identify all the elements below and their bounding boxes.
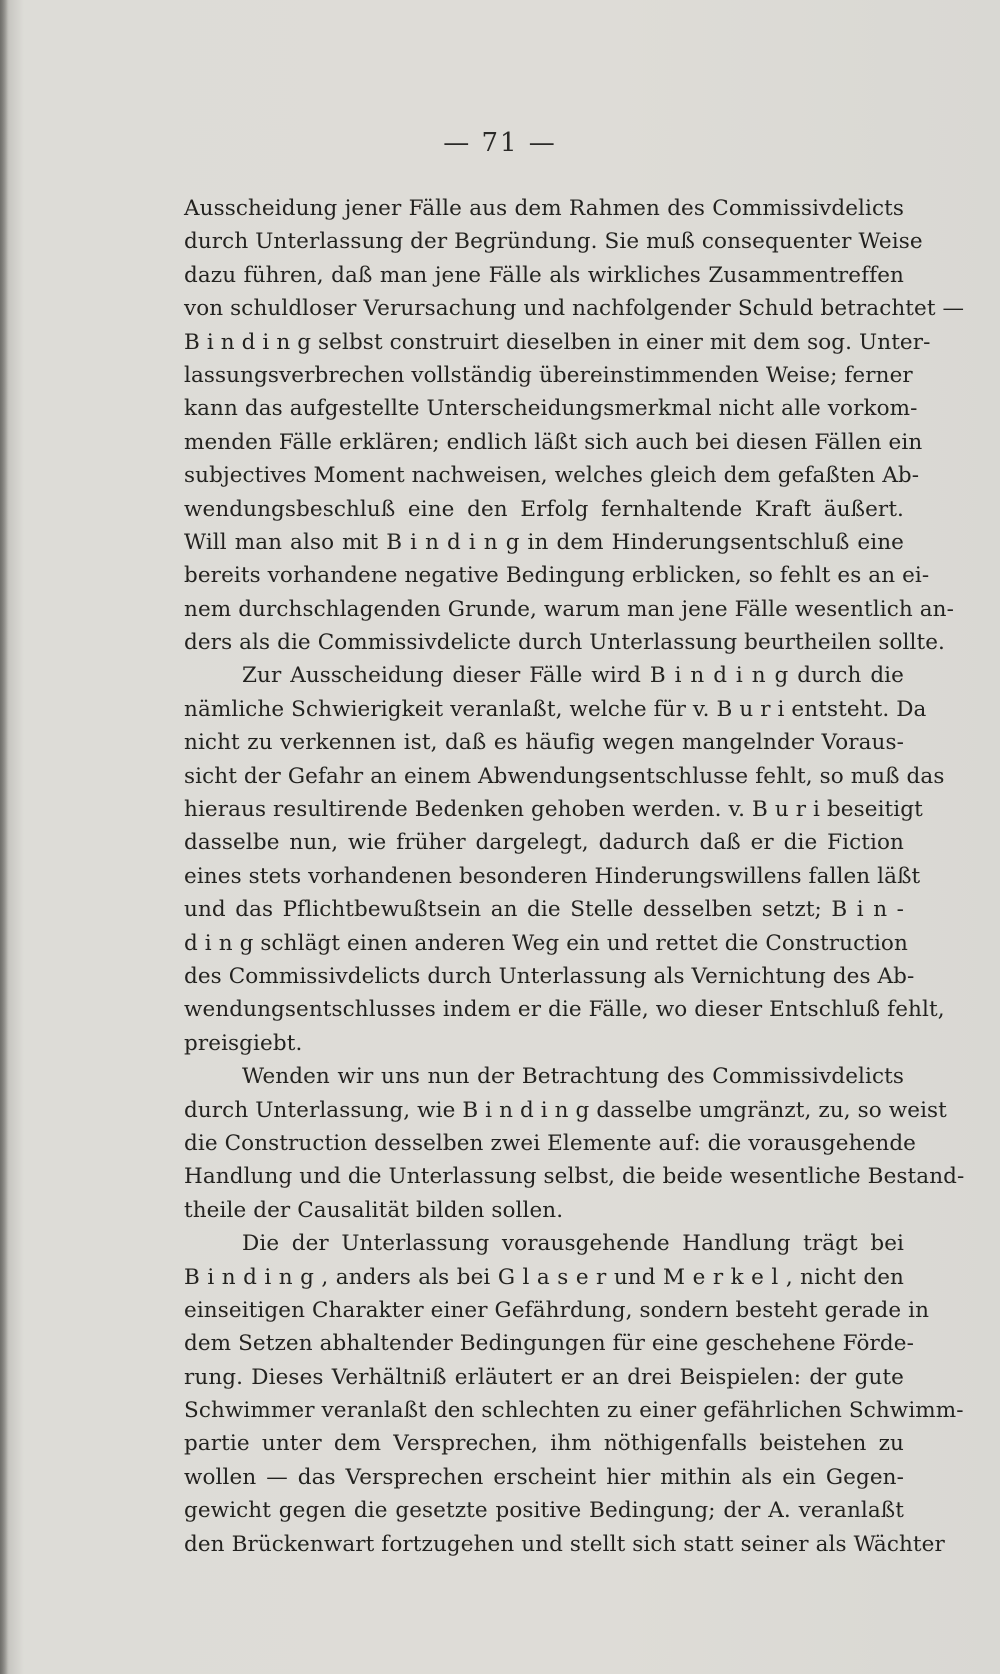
text-line: kann das aufgestellte Unterscheidungsmerkmal nicht alle vorkom- <box>184 396 918 422</box>
text-line: B i n d i n g , anders als bei G l a s e r und M e r k e l , nicht den <box>184 1264 904 1290</box>
text-line: dasselbe nun, wie früher dargelegt, dadurch daß er die Fiction <box>184 830 904 856</box>
text-line: theile der Causalität bilden sollen. <box>184 1197 564 1223</box>
text-line: dazu führen, daß man jene Fälle als wirkliches Zusammentreffen <box>184 262 904 288</box>
text-line: partie unter dem Versprechen, ihm nöthigenfalls beistehen zu <box>184 1431 904 1457</box>
text-line: lassungsverbrechen vollständig übereinstimmenden Weise; ferner <box>184 362 913 388</box>
text-line: d i n g schlägt einen anderen Weg ein und rettet die Construction <box>184 930 908 956</box>
text-line: nicht zu verkennen ist, daß es häufig wegen mangelnder Voraus- <box>184 730 904 756</box>
text-line: wollen — das Versprechen erscheint hier mithin als ein Gegen- <box>184 1464 904 1490</box>
text-line: den Brückenwart fortzugehen und stellt sich statt seiner als Wächter <box>184 1531 945 1557</box>
text-line: einseitigen Charakter einer Gefährdung, sondern besteht gerade in <box>184 1297 930 1323</box>
text-line: wendungsbeschluß eine den Erfolg fernhaltende Kraft äußert. <box>184 496 904 522</box>
text-line: Will man also mit B i n d i n g in dem Hinderungsentschluß eine <box>184 529 904 555</box>
text-line: nem durchschlagenden Grunde, warum man jene Fälle wesentlich an- <box>184 596 954 622</box>
text-line: dem Setzen abhaltender Bedingungen für eine geschehene Förde- <box>184 1331 914 1357</box>
text-line: Handlung und die Unterlassung selbst, die beide wesentliche Bestand- <box>184 1164 965 1190</box>
body-text <box>184 192 965 1561</box>
text-line: nämliche Schwierigkeit veranlaßt, welche für v. B u r i entsteht. Da <box>184 696 927 722</box>
text-line: B i n d i n g selbst construirt dieselben in einer mit dem sog. Unter- <box>184 329 931 355</box>
text-line: von schuldloser Verursachung und nachfolgender Schuld betrachtet — <box>184 296 965 322</box>
gutter-shadow <box>0 0 8 1674</box>
text-line: wendungsentschlusses indem er die Fälle, wo dieser Entschluß fehlt, <box>184 997 945 1023</box>
text-line: hieraus resultirende Bedenken gehoben werden. v. B u r i beseitigt <box>184 797 923 823</box>
text-line: Ausscheidung jener Fälle aus dem Rahmen des Commissivdelicts <box>184 196 904 221</box>
text-line: menden Fälle erklären; endlich läßt sich auch bei diesen Fällen ein <box>184 429 923 455</box>
page-number: — 71 — <box>443 128 557 158</box>
text-line: Die der Unterlassung vorausgehende Handlung trägt bei <box>242 1231 904 1257</box>
text-line: ders als die Commissivdelicte durch Unterlassung beurtheilen sollte. <box>184 630 945 656</box>
text-line: preisgiebt. <box>184 1030 303 1056</box>
text-line: die Construction desselben zwei Elemente auf: die vorausgehende <box>184 1130 917 1156</box>
text-line: bereits vorhandene negative Bedingung erblicken, so fehlt es an ei- <box>184 563 930 589</box>
text-line: subjectives Moment nachweisen, welches gleich dem gefaßten Ab- <box>184 463 920 489</box>
text-line: und das Pflichtbewußtsein an die Stelle desselben setzt; B i n - <box>184 897 904 923</box>
text-line: Wenden wir uns nun der Betrachtung des Commissivdelicts <box>242 1064 904 1090</box>
text-line: des Commissivdelicts durch Unterlassung als Vernichtung des Ab- <box>184 963 915 989</box>
text-line: gewicht gegen die gesetzte positive Bedingung; der A. veranlaßt <box>184 1498 904 1524</box>
text-line: durch Unterlassung der Begründung. Sie muß consequenter Weise <box>184 229 923 255</box>
text-line: Zur Ausscheidung dieser Fälle wird B i n d i n g durch die <box>242 663 904 689</box>
text-line: eines stets vorhandenen besonderen Hinderungswillens fallen läßt <box>184 863 921 889</box>
text-line: rung. Dieses Verhältniß erläutert er an drei Beispielen: der gute <box>184 1364 904 1390</box>
text-line: Schwimmer veranlaßt den schlechten zu einer gefährlichen Schwimm- <box>184 1398 964 1424</box>
text-line: sicht der Gefahr an einem Abwendungsentschlusse fehlt, so muß das <box>184 763 945 789</box>
text-line: durch Unterlassung, wie B i n d i n g dasselbe umgränzt, zu, so weist <box>184 1097 947 1123</box>
